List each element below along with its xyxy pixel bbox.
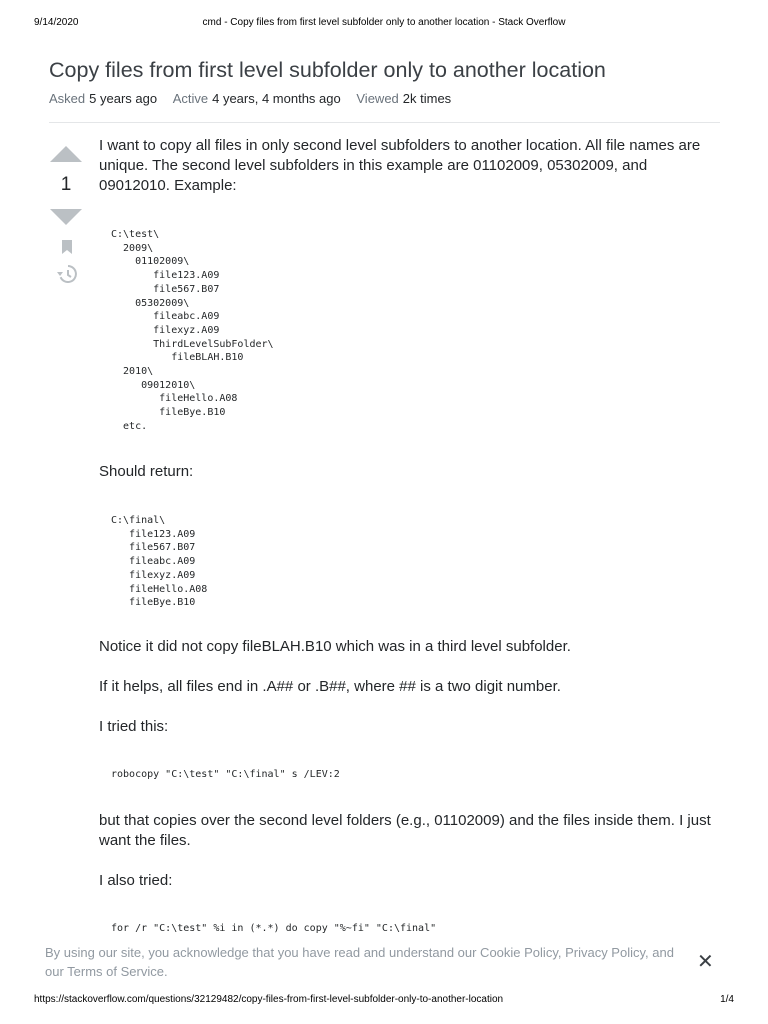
question-meta bbox=[49, 91, 463, 106]
active-info bbox=[173, 91, 345, 106]
title-divider bbox=[49, 122, 720, 123]
body-paragraph: but that copies over the second level folders (e.g., 01102009) and the files inside them. I just want the files. bbox=[99, 812, 711, 849]
viewed-info bbox=[356, 91, 451, 106]
print-page-number: 1/4 bbox=[720, 994, 734, 1005]
print-url: https://stackoverflow.com/questions/32129482/copy-files-from-first-level-subfolder-only-to-another-location bbox=[34, 994, 504, 1005]
print-header bbox=[34, 17, 734, 31]
question-title[interactable]: Copy files from first level subfolder only to another location bbox=[49, 58, 606, 82]
active-label: Active bbox=[172, 91, 209, 106]
asked-value[interactable]: 5 years ago bbox=[89, 91, 158, 106]
history-icon[interactable] bbox=[57, 265, 77, 283]
viewed-value: 2k times bbox=[402, 91, 452, 106]
bookmark-icon[interactable] bbox=[61, 240, 73, 254]
asked-info bbox=[49, 91, 161, 106]
print-page-title: cmd - Copy files from first level subfolder only to another location - Stack Overflow bbox=[202, 17, 566, 28]
upvote-arrow-icon[interactable] bbox=[50, 146, 82, 162]
print-footer bbox=[34, 994, 734, 1008]
print-date: 9/14/2020 bbox=[34, 17, 79, 28]
body-paragraph: I also tried: bbox=[99, 872, 173, 889]
body-paragraph: I want to copy all files in only second level subfolders to another location. All file names are unique. The second level subfolders in this example are 01102009, 05302009, and 09012010. Example: bbox=[99, 137, 701, 194]
downvote-arrow-icon[interactable] bbox=[50, 209, 82, 225]
vote-count: 1 bbox=[60, 174, 72, 195]
close-icon[interactable]: ✕ bbox=[697, 951, 714, 973]
viewed-label: Viewed bbox=[356, 91, 399, 106]
body-paragraph: I tried this: bbox=[99, 718, 169, 735]
body-paragraph: Should return: bbox=[99, 463, 194, 480]
asked-label: Asked bbox=[49, 91, 86, 106]
active-value[interactable]: 4 years, 4 months ago bbox=[212, 91, 341, 106]
body-paragraph: Notice it did not copy fileBLAH.B10 which was in a third level subfolder. bbox=[99, 638, 571, 655]
code-block-for-loop: for /r "C:\test" %i in (*.*) do copy "%~fi" "C:\final" bbox=[111, 923, 437, 934]
code-block-expected-result: C:\final\ file123.A09 file567.B07 fileabc.A09 filexyz.A09 fileHello.A08 fileBye.B10 bbox=[111, 515, 208, 609]
code-block-source-tree: C:\test\ 2009\ 01102009\ file123.A09 file567.B07 05302009\ fileabc.A09 filexyz.A09 ThirdLevelSubFolder\ fileBLAH.B10 2010\ 09012010\ fileHello.A08 fileBye.B10 etc. bbox=[111, 229, 274, 432]
code-block-robocopy: robocopy "C:\test" "C:\final" s /LEV:2 bbox=[111, 769, 340, 780]
cookie-notice bbox=[0, 936, 768, 992]
body-paragraph: If it helps, all files end in .A## or .B##, where ## is a two digit number. bbox=[99, 678, 561, 695]
cookie-notice-text: By using our site, you acknowledge that you have read and understand our Cookie Policy, Privacy Policy, and our Terms of Service. bbox=[45, 945, 674, 979]
